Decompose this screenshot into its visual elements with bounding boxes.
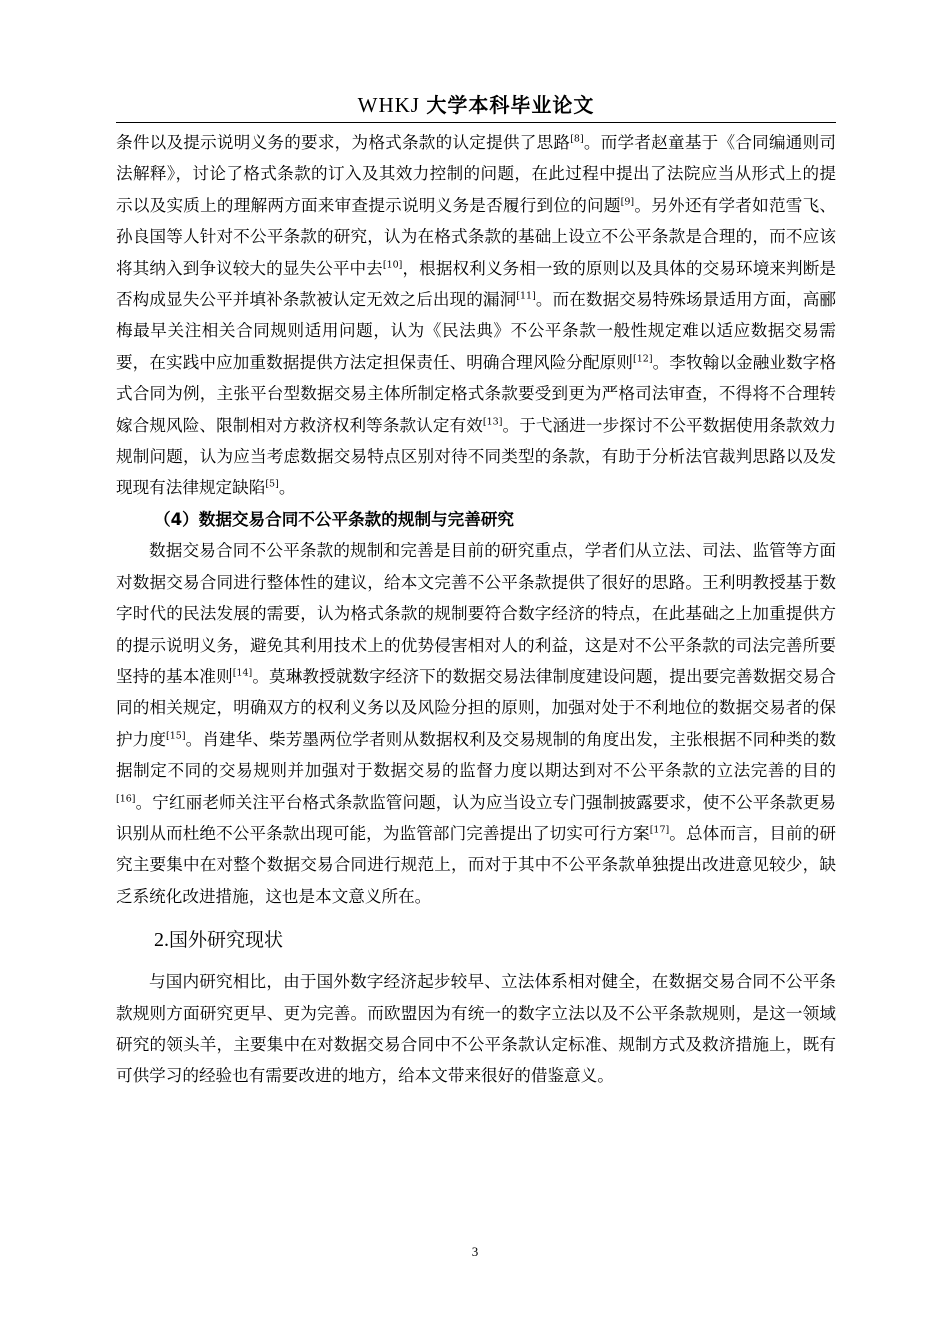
text-run: 。而在数据交易特殊场景适用方面，高郦梅最早关注相关合同规则适用问题，认为《民法典》不公平条款一般性规定难以适应数据交易需要，在实践中应加重数据提供方法定担保责任、明确合理风险分配原则 [116,290,837,372]
header-latin: WHKJ [357,93,420,117]
text-run: 数据交易合同不公平条款的规制和完善是目前的研究重点，学者们从立法、司法、监管等方面对数据交易合同进行整体性的建议，给本文完善不公平条款提供了很好的思路。王利明教授基于数字时代的民法发展的需要，认为格式条款的规制要符合数字经济的特点，在此基础之上加重提供方的提示说明义务，避免其利用技术上的优势侵害相对人的利益，这是对不公平条款的司法完善所要坚持的基本准则 [116,541,836,686]
text-run: 。于弋涵进一步探讨不公平数据使用条款效力规制问题，认为应当考虑数据交易特点区别对待不同类型的条款，有助于分析法官裁判思路以及发现现有法律规定缺陷 [116,415,837,498]
section-title: 国外研究现状 [169,929,284,952]
citation: [14] [232,667,253,679]
paragraph-foreign-research: 与国内研究相比，由于国外数字经济起步较早、立法体系相对健全，在数据交易合同不公平条款规则方面研究更早、更为完善。而欧盟因为有统一的数字立法以及不公平条款规则，是这一领域研究的领头羊，主要集中在对数据交易合同中不公平条款认定标准、规制方式及救济措施上，既有可供学习的经验也有需要改进的地方，给本文带来很好的借鉴意义。 [116,972,836,1086]
page-header [116,90,836,120]
text-run: 。莫琳教授就数字经济下的数据交易法律制度建设问题，提出要完善数据交易合同的相关规定，明确双方的权利义务以及风险分担的原则，加强对处于不利地位的数据交易者的保护力度 [116,666,837,749]
text-run: ，根据权利义务相一致的原则以及具体的交易环境来判断是否构成显失公平并填补条款被认定无效之后出现的漏洞 [116,258,837,310]
header-rule [116,122,836,123]
citation: [16] [116,793,136,804]
subsection-heading: （4）数据交易合同不公平条款的规制与完善研究 [154,509,515,529]
text-run: 条件以及提示说明义务的要求，为格式条款的认定提供了思路 [116,133,571,152]
text-run: 。李牧翰以金融业数字格式合同为例，主张平台型数据交易主体所制定格式条款要受到更为严格司法审查，不得将不合理转嫁合规风险、限制相对方救济权利等条款认定有效 [116,352,837,435]
page-number: 3 [471,1244,479,1259]
citation: [10] [382,259,403,271]
citation: [11] [516,290,536,302]
paragraph-regulation [116,535,836,912]
section-number: 2. [154,929,169,952]
citation: [13] [482,416,503,428]
page-body [116,127,836,1092]
header-title: 大学本科毕业论文 [426,93,595,117]
text-run: 。 [278,478,296,498]
citation: [8] [570,133,584,145]
text-run: 。宁红丽老师关注平台格式条款监管问题，认为应当设立专门强制披露要求，使不公平条款更易识别从而杜绝不公平条款出现可能，为监管部门完善提出了切实可行方案 [116,792,836,843]
citation: [17] [649,824,670,836]
paragraph-continued [116,127,836,504]
citation: [15] [166,730,186,742]
text-run: 。另外还有学者如范雪飞、孙良国等人针对不公平条款的研究，认为在格式条款的基础上设立不公平条款是合理的，而不应该将其纳入到争议较大的显失公平中去 [116,195,837,278]
citation: [5] [265,478,279,490]
citation: [9] [620,196,635,208]
text-run: 。肖建华、柴芳墨两位学者则从数据权利及交易规制的角度出发，主张根据不同种类的数据制定不同的交易规则并加强对于数据交易的监督力度以期达到对不公平条款的立法完善的目的 [116,729,837,781]
section-heading [116,922,836,958]
citation: [12] [633,353,653,365]
text-run: 。总体而言，目前的研究主要集中在对整个数据交易合同进行规范上，而对于其中不公平条款单独提出改进意见较少，缺乏系统化改进措施，这也是本文意义所在。 [116,823,837,906]
text-run: 。而学者赵童基于《合同编通则司法解释》，讨论了格式条款的订入及其效力控制的问题，在此过程中提出了法院应当从形式上的提示以及实质上的理解两方面来审查提示说明义务是否履行到位的问题 [116,133,837,215]
